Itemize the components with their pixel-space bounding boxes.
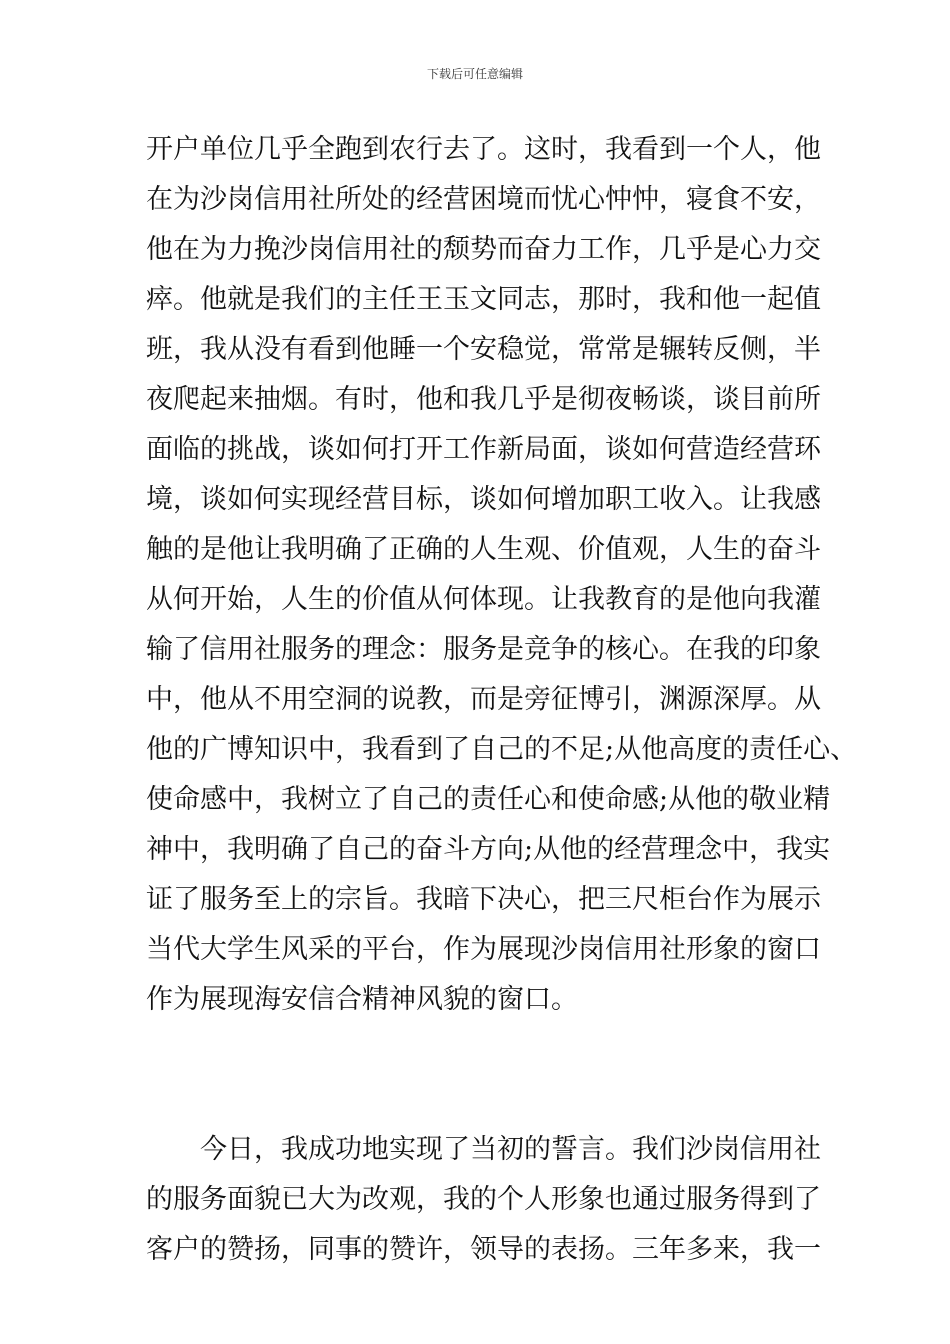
paragraph-2 [146,1125,821,1275]
text-line-indented: 今日，我成功地实现了当初的誓言。我们沙岗信用社 [200,1134,821,1165]
page-header-note: 下载后可任意编辑 [426,67,523,81]
text-line: 他的广博知识中，我看到了自己的不足;从他高度的责任心、 [146,734,858,765]
text-line: 触的是他让我明确了正确的人生观、价值观，人生的奋斗 [146,534,821,565]
text-line: 从何开始，人生的价值从何体现。让我教育的是他向我灌 [146,584,821,615]
text-line: 他在为力挽沙岗信用社的颓势而奋力工作，几乎是心力交 [146,234,821,265]
text-line: 瘁。他就是我们的主任王玉文同志，那时，我和他一起值 [146,284,821,315]
text-line: 作为展现海安信合精神风貌的窗口。 [146,984,578,1015]
text-line: 夜爬起来抽烟。有时，他和我几乎是彻夜畅谈，谈目前所 [146,384,821,415]
text-line: 神中，我明确了自己的奋斗方向;从他的经营理念中，我实 [146,834,831,865]
text-line: 证了服务至上的宗旨。我暗下决心，把三尺柜台作为展示 [146,884,821,915]
text-line: 的服务面貌已大为改观，我的个人形象也通过服务得到了 [146,1184,821,1215]
text-line: 境，谈如何实现经营目标，谈如何增加职工收入。让我感 [146,484,821,515]
text-line: 班，我从没有看到他睡一个安稳觉，常常是辗转反侧，半 [146,334,821,365]
text-line: 开户单位几乎全跑到农行去了。这时，我看到一个人，他 [146,134,821,165]
text-line: 中，他从不用空洞的说教，而是旁征博引，渊源深厚。从 [146,684,821,715]
text-line: 面临的挑战，谈如何打开工作新局面，谈如何营造经营环 [146,434,821,465]
text-line: 当代大学生风采的平台，作为展现沙岗信用社形象的窗口 [146,934,821,965]
document-body [146,125,858,1275]
text-line: 输了信用社服务的理念：服务是竞争的核心。在我的印象 [146,634,821,665]
paragraph-1 [146,125,858,1025]
text-line: 客户的赞扬，同事的赞许，领导的表扬。三年多来，我一 [146,1234,821,1265]
paragraph-gap [146,1025,816,1125]
text-line: 使命感中，我树立了自己的责任心和使命感;从他的敬业精 [146,784,831,815]
text-line: 在为沙岗信用社所处的经营困境而忧心忡忡，寝食不安， [146,184,821,215]
